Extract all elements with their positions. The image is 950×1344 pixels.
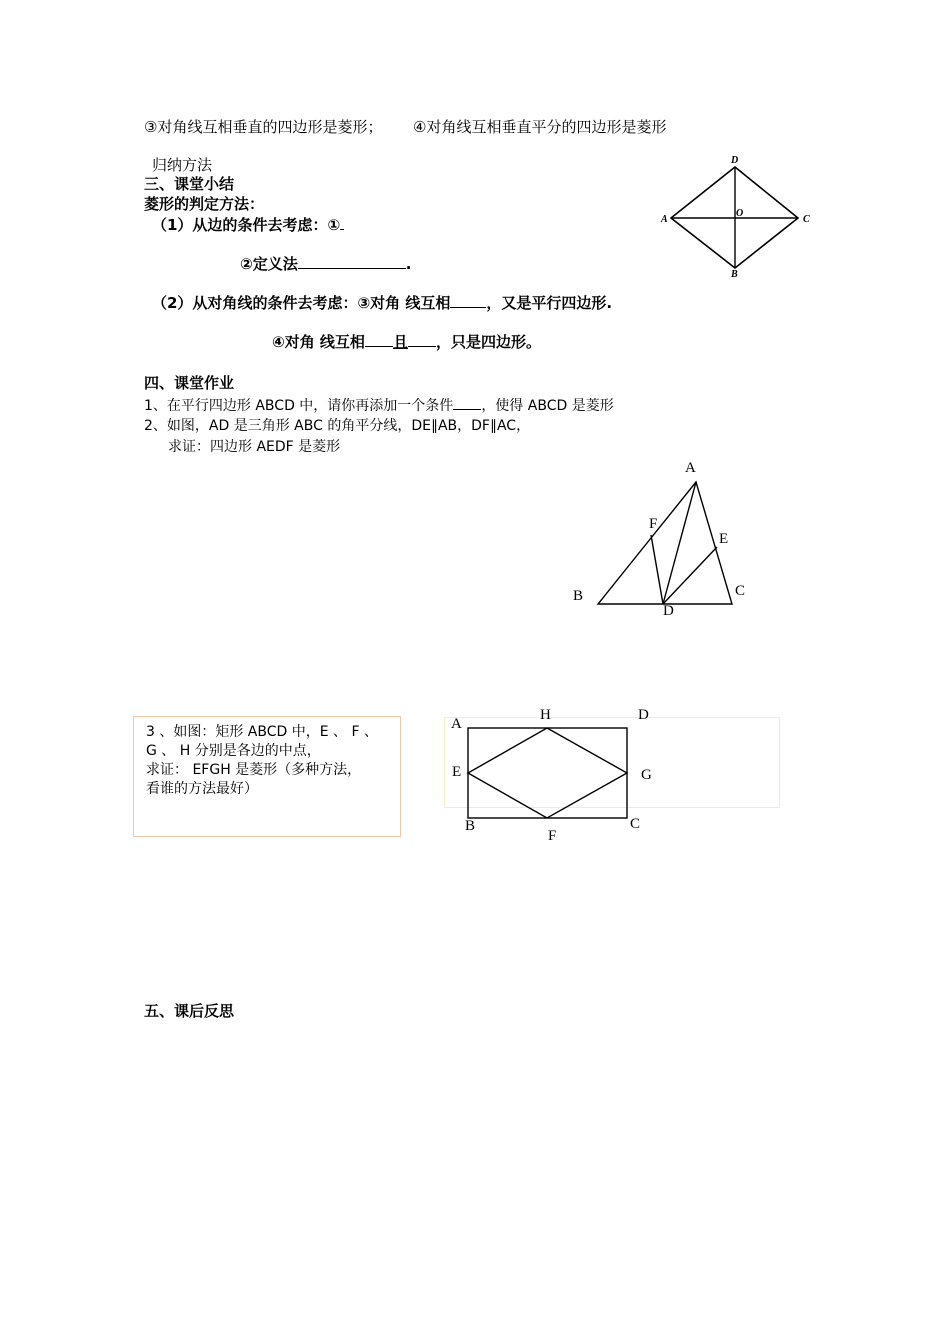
label-e: E: [452, 764, 462, 780]
induction-label: 归纳方法: [152, 156, 213, 174]
label-o: O: [736, 208, 744, 219]
label-c: C: [735, 583, 746, 599]
label-d: D: [638, 707, 649, 723]
homework-q2-line1: 2、如图，AD 是三角形 ABC 的角平分线，DE∥AB，DF∥AC，: [144, 418, 531, 434]
question-3-line-2: G 、 H 分别是各边的中点，: [146, 743, 321, 759]
rectangle-abcd: [468, 728, 627, 818]
rhombus-efgh: [468, 728, 627, 818]
segment-df: [651, 535, 663, 604]
method-item-2: [240, 253, 411, 274]
method-item-4-text: ④对角 线互相: [272, 333, 365, 351]
question-3-text: [146, 723, 378, 799]
label-b: B: [573, 588, 584, 604]
answer-blank[interactable]: [453, 395, 481, 410]
label-d: D: [731, 155, 739, 166]
label-d: D: [663, 603, 674, 619]
method-item-1-text: （1）从边的条件去考虑：①: [152, 216, 341, 234]
label-a: A: [661, 214, 668, 225]
property-3: ③对角线互相垂直的四边形是菱形；: [144, 118, 383, 136]
method-item-2-text: ②定义法: [240, 255, 298, 273]
rectangle-figure: [440, 700, 670, 850]
method-item-2-suffix: .: [405, 255, 412, 273]
homework-q1-text: 1、在平行四边形 ABCD 中，请你再添加一个条件: [144, 398, 454, 414]
label-h: H: [540, 707, 551, 723]
question-3-line-1: 3 、如图：矩形 ABCD 中，E 、 F 、: [146, 724, 378, 740]
label-g: G: [641, 767, 652, 783]
label-c: C: [630, 816, 641, 832]
answer-blank[interactable]: [340, 215, 344, 230]
method-item-4: [272, 331, 541, 352]
label-a: A: [451, 716, 462, 732]
label-f: F: [548, 828, 557, 844]
answer-blank[interactable]: [365, 332, 393, 347]
label-a: A: [685, 460, 696, 476]
homework-q1: [144, 395, 614, 415]
method-item-3-suffix: ，又是平行四边形.: [486, 294, 613, 312]
method-item-4-middle: 且: [392, 333, 408, 351]
answer-blank[interactable]: [450, 293, 486, 308]
method-item-3: [152, 292, 612, 313]
method-item-3-text: （2）从对角线的条件去考虑：③对角 线互相: [152, 294, 451, 312]
property-4: ④对角线互相垂直平分的四边形是菱形: [413, 118, 667, 136]
label-b: B: [731, 269, 738, 280]
label-c: C: [803, 214, 810, 225]
question-3-line-4: 看谁的方法最好）: [146, 781, 258, 797]
methods-title: 菱形的判定方法：: [144, 195, 265, 213]
triangle-figure: [565, 455, 755, 625]
homework-q2-line2: 求证：四边形 AEDF 是菱形: [168, 439, 341, 455]
answer-blank[interactable]: [298, 254, 406, 269]
label-f: F: [649, 516, 658, 532]
summary-heading: 三、课堂小结: [144, 175, 235, 193]
homework-q1-suffix: ，使得 ABCD 是菱形: [481, 398, 614, 414]
answer-blank[interactable]: [408, 332, 436, 347]
label-e: E: [719, 531, 729, 547]
reflection-heading: 五、课后反思: [144, 1002, 235, 1020]
method-item-1: [152, 214, 344, 235]
rhombus-figure: [655, 150, 820, 280]
label-b: B: [465, 818, 476, 834]
question-3-line-3: 求证： EFGH 是菱形（多种方法，: [146, 762, 362, 778]
method-item-4-suffix: ，只是四边形。: [435, 333, 541, 351]
homework-heading: 四、课堂作业: [144, 374, 235, 392]
question-3-box: [133, 716, 401, 837]
triangle-abc: [598, 482, 732, 604]
